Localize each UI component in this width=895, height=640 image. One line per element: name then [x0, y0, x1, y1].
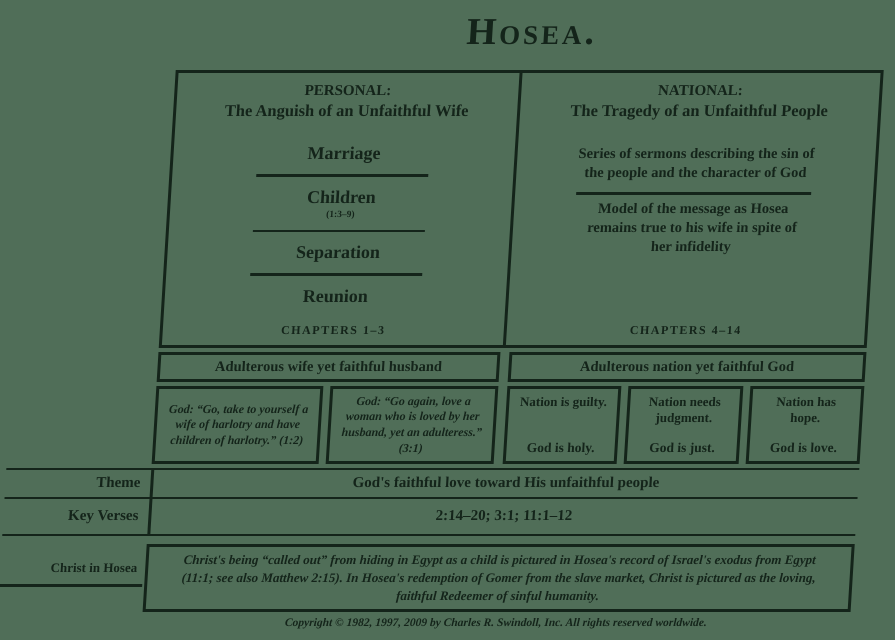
personal-header-kicker: PERSONAL: [304, 83, 392, 99]
national-chapters-label: CHAPTERS 4–14 [629, 323, 743, 337]
god-line: God is holy. [526, 440, 596, 455]
god-line: God is just. [648, 440, 716, 455]
list-item-children: Children [306, 186, 377, 207]
personal-chapters-label: CHAPTERS 1–3 [280, 323, 386, 337]
nation-line: Nation needs judgment. [648, 394, 722, 425]
key-verses-row [2, 497, 857, 534]
nation-line: Nation is guilty. [519, 394, 608, 409]
personal-header-title: The Anguish of an Unfaithful Wife [224, 100, 470, 120]
chart-title: Hosea. [465, 11, 599, 53]
theme-row [5, 468, 860, 497]
personal-column [162, 73, 523, 345]
list-item-children-ref: (1:3–9) [325, 209, 355, 220]
national-summary-bar: Adulterous nation yet faithful God [508, 352, 867, 382]
theme-value: God's faithful love toward His unfaithful people [150, 470, 860, 497]
national-column-header [520, 82, 880, 121]
key-verses-label: Key Verses [67, 508, 139, 524]
quote-cells [152, 386, 499, 464]
model-paragraph: Model of the message as Hosea remains true to his wife in spite of her infidelity [586, 201, 798, 255]
sermons-paragraph: Series of sermons describing the sin of the people and the character of God [578, 146, 816, 181]
theme-label: Theme [95, 475, 141, 491]
christ-in-hosea-box: Christ's being “called out” from hiding in Egypt as a child is pictured in Hosea's record of Israel's exodus from Egypt (11:1; see also Matthew 2:15). In Hosea's redemption of Gomer from the slave market, Christ is pictured as the loving, faithful Redeemer of sinful humanity. [143, 544, 855, 612]
attribute-cells [503, 386, 865, 464]
personal-item-list [164, 143, 515, 307]
attribute-cell-just [624, 386, 743, 464]
national-header-title: The Tragedy of an Unfaithful People [569, 100, 829, 120]
national-column [506, 73, 881, 345]
quote-cell-2: God: “Go again, love a woman who is loved by her husband, yet an adulteress.” (3:1) [326, 386, 498, 464]
key-verses-value: 2:14–20; 3:1; 11:1–12 [147, 499, 857, 534]
national-header-kicker: NATIONAL: [657, 83, 744, 99]
list-item-marriage: Marriage [307, 143, 382, 164]
attribute-cell-holy [503, 386, 622, 464]
item-divider [257, 174, 429, 177]
paragraph-divider [577, 192, 812, 195]
main-columns [159, 70, 884, 348]
info-rows [2, 468, 859, 536]
summary-row [157, 352, 867, 382]
attribute-cell-love [745, 386, 864, 464]
quote-cell-1: God: “Go, take to yourself a wife of harlotry and have children of harlotry.” (1:2) [152, 386, 324, 464]
item-divider [251, 273, 423, 276]
detail-cells-row [152, 386, 865, 464]
personal-summary-bar: Adulterous wife yet faithful husband [157, 352, 501, 382]
copyright-notice: Copyright © 1982, 1997, 2009 by Charles R. Swindoll, Inc. All rights reserved worldwide. [284, 617, 708, 629]
personal-column-header [176, 82, 519, 121]
god-line: God is love. [769, 440, 838, 455]
christ-in-hosea-label: Christ in Hosea [50, 560, 138, 575]
list-item-reunion: Reunion [302, 285, 369, 306]
list-item-separation: Separation [295, 242, 381, 263]
nation-line: Nation has hope. [775, 394, 837, 425]
label-underline [0, 584, 142, 587]
item-divider [253, 230, 425, 233]
